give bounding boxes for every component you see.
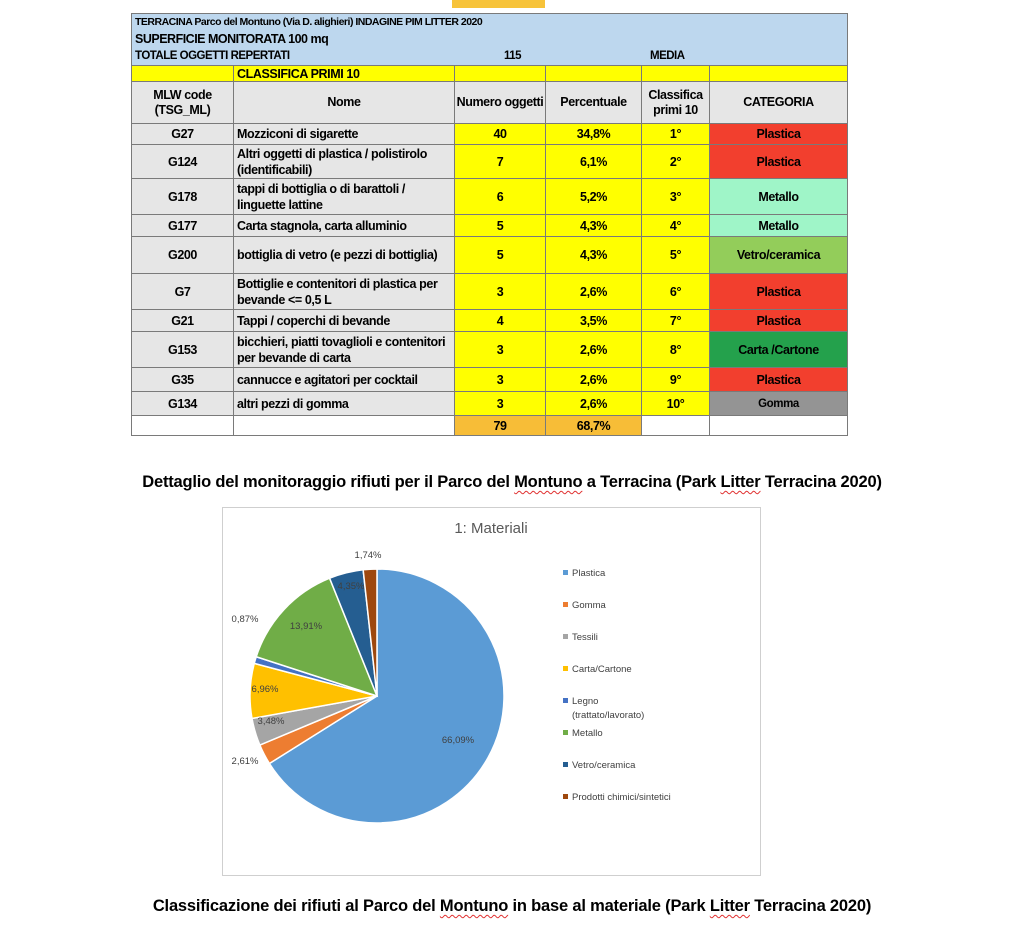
row-classifica: 9°	[642, 368, 710, 392]
row-numero: 40	[455, 124, 546, 145]
litter-table	[131, 13, 848, 436]
table-caption: Dettaglio del monitoraggio rifiuti per il Parco del Montuno a Terracina (Park Litter Terracina 2020)	[142, 473, 882, 491]
row-classifica: 5°	[642, 237, 710, 274]
row-nome: Altri oggetti di plastica / polistirolo (identificabili)	[234, 145, 455, 179]
row-categoria: Plastica	[710, 274, 848, 310]
row-code: G134	[131, 392, 234, 416]
total-percentuale: 68,7%	[546, 416, 642, 436]
row-nome: bottiglia di vetro (e pezzi di bottiglia)	[234, 237, 455, 274]
table-row	[131, 392, 848, 416]
row-classifica: 4°	[642, 215, 710, 237]
row-categoria: Metallo	[710, 179, 848, 215]
row-code: G177	[131, 215, 234, 237]
row-classifica: 6°	[642, 274, 710, 310]
legend-label: Vetro/ceramica	[572, 760, 636, 771]
section-title-row	[131, 66, 848, 82]
row-code: G7	[131, 274, 234, 310]
col-header-nome: Nome	[234, 82, 455, 124]
table-header	[131, 13, 848, 66]
row-numero: 3	[455, 274, 546, 310]
row-categoria: Vetro/ceramica	[710, 237, 848, 274]
row-categoria: Plastica	[710, 368, 848, 392]
row-nome: Mozziconi di sigarette	[234, 124, 455, 145]
top-strip	[452, 0, 545, 8]
row-code: G153	[131, 332, 234, 368]
row-code: G27	[131, 124, 234, 145]
row-percentuale: 4,3%	[546, 215, 642, 237]
legend-label: Metallo	[572, 728, 603, 739]
row-code: G178	[131, 179, 234, 215]
col-header-code: MLW code (TSG_ML)	[131, 82, 234, 124]
row-numero: 3	[455, 392, 546, 416]
row-categoria: Plastica	[710, 124, 848, 145]
row-percentuale: 2,6%	[546, 368, 642, 392]
row-categoria: Gomma	[710, 392, 848, 416]
row-categoria: Plastica	[710, 145, 848, 179]
pie-chart	[222, 507, 761, 876]
header-line-2: SUPERFICIE MONITORATA 100 mq	[135, 32, 329, 46]
row-numero: 7	[455, 145, 546, 179]
legend-label: Plastica	[572, 568, 606, 579]
table-row	[131, 274, 848, 310]
row-classifica: 8°	[642, 332, 710, 368]
row-numero: 3	[455, 368, 546, 392]
row-percentuale: 5,2%	[546, 179, 642, 215]
pie-data-label: 13,91%	[289, 621, 323, 632]
section-title: CLASSIFICA PRIMI 10	[234, 66, 455, 82]
row-classifica: 7°	[642, 310, 710, 332]
row-classifica: 2°	[642, 145, 710, 179]
row-percentuale: 3,5%	[546, 310, 642, 332]
row-numero: 5	[455, 237, 546, 274]
totals-row	[131, 416, 848, 436]
row-code: G35	[131, 368, 234, 392]
pie-chart-svg	[223, 508, 760, 875]
total-numero: 79	[455, 416, 546, 436]
legend-swatch	[563, 666, 568, 671]
row-code: G124	[131, 145, 234, 179]
row-categoria: Plastica	[710, 310, 848, 332]
chart-caption: Classificazione dei rifiuti al Parco del Montuno in base al materiale (Park Litter Terracina 2020)	[152, 897, 872, 915]
pie-data-label: 1,74%	[354, 550, 382, 561]
legend-label: (trattato/lavorato)	[572, 710, 645, 721]
row-nome: Tappi / coperchi di bevande	[234, 310, 455, 332]
row-numero: 4	[455, 310, 546, 332]
col-header-categoria: CATEGORIA	[710, 82, 848, 124]
row-code: G21	[131, 310, 234, 332]
table-row	[131, 237, 848, 274]
row-categoria: Metallo	[710, 215, 848, 237]
table-row	[131, 179, 848, 215]
legend-swatch	[563, 698, 568, 703]
row-percentuale: 34,8%	[546, 124, 642, 145]
col-header-numero: Numero oggetti	[455, 82, 546, 124]
legend-label: Prodotti chimici/sintetici	[572, 792, 671, 803]
table-row	[131, 368, 848, 392]
table-row	[131, 145, 848, 179]
legend-swatch	[563, 570, 568, 575]
pie-data-label: 4,35%	[337, 581, 365, 592]
table-row	[131, 332, 848, 368]
row-percentuale: 2,6%	[546, 274, 642, 310]
legend-label: Carta/Cartone	[572, 664, 632, 675]
legend-swatch	[563, 762, 568, 767]
row-nome: cannucce e agitatori per cocktail	[234, 368, 455, 392]
pie-data-label: 0,87%	[231, 614, 259, 625]
row-numero: 5	[455, 215, 546, 237]
row-nome: altri pezzi di gomma	[234, 392, 455, 416]
row-percentuale: 6,1%	[546, 145, 642, 179]
legend-swatch	[563, 602, 568, 607]
row-code: G200	[131, 237, 234, 274]
legend-label: Tessili	[572, 632, 598, 643]
table-body	[131, 124, 848, 416]
header-line-1: TERRACINA Parco del Montuno (Via D. alighieri) INDAGINE PIM LITTER 2020	[135, 16, 483, 28]
row-categoria: Carta /Cartone	[710, 332, 848, 368]
header-line-3	[132, 48, 847, 65]
legend-label: Legno	[572, 696, 599, 707]
legend-swatch	[563, 634, 568, 639]
table-row	[131, 310, 848, 332]
row-percentuale: 2,6%	[546, 392, 642, 416]
row-percentuale: 4,3%	[546, 237, 642, 274]
total-label: TOTALE OGGETTI REPERTATI	[135, 50, 290, 62]
table-row	[131, 124, 848, 145]
pie-data-label: 6,96%	[251, 684, 279, 695]
row-nome: Carta stagnola, carta alluminio	[234, 215, 455, 237]
col-header-classifica: Classifica primi 10	[642, 82, 710, 124]
row-nome: Bottiglie e contenitori di plastica per bevande <= 0,5 L	[234, 274, 455, 310]
media-label: MEDIA	[650, 50, 685, 62]
chart-title: 1: Materiali	[454, 520, 528, 537]
pie-data-label: 3,48%	[257, 716, 285, 727]
legend-swatch	[563, 794, 568, 799]
row-numero: 3	[455, 332, 546, 368]
row-classifica: 3°	[642, 179, 710, 215]
row-classifica: 10°	[642, 392, 710, 416]
row-nome: bicchieri, piatti tovaglioli e contenitori per bevande di carta	[234, 332, 455, 368]
row-numero: 6	[455, 179, 546, 215]
row-classifica: 1°	[642, 124, 710, 145]
table-row	[131, 215, 848, 237]
column-header-row	[131, 82, 848, 124]
col-header-percentuale: Percentuale	[546, 82, 642, 124]
total-value: 115	[504, 50, 522, 62]
row-nome: tappi di bottiglia o di barattoli / linguette lattine	[234, 179, 455, 215]
legend-swatch	[563, 730, 568, 735]
row-percentuale: 2,6%	[546, 332, 642, 368]
pie-data-label: 2,61%	[231, 756, 259, 767]
pie-data-label: 66,09%	[441, 735, 475, 746]
legend-label: Gomma	[572, 600, 606, 611]
